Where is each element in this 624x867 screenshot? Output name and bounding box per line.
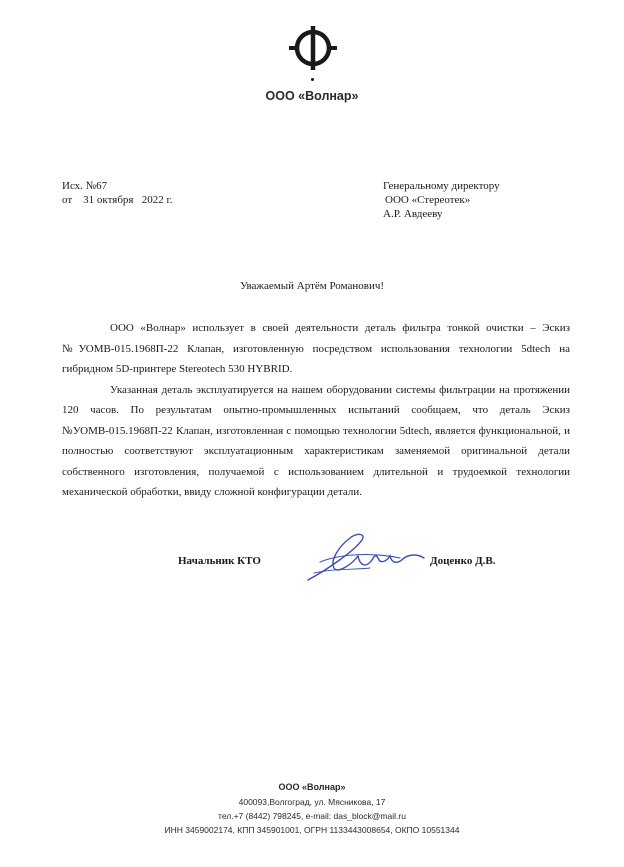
greeting: Уважаемый Артём Романович! [239, 280, 385, 292]
footer-company: ООО «Волнар» [278, 782, 346, 792]
signatory-title: Начальник КТО [178, 555, 261, 567]
letter-body [62, 318, 570, 503]
recipient-name: А.Р. Авдееву [383, 208, 443, 220]
company-header: ООО «Волнар» [265, 89, 359, 103]
footer-registration: ИНН 3459002174, КПП 345901001, ОГРН 1133443008654, ОКПО 10551344 [164, 825, 460, 835]
recipient-company: ООО «Стереотек» [385, 194, 471, 206]
reference-number: Исх. №67 [62, 180, 108, 192]
footer-contacts: тел.+7 (8442) 798245, e-mail: das_block@mail.ru [218, 811, 406, 821]
company-logo-icon [287, 22, 339, 74]
body-paragraph: Указанная деталь эксплуатируется на нашем оборудовании системы фильтрации на протяжении 120 часов. По результатам опытно-промышленных испытаний сообщаем, что деталь Эскиз №УОМВ-015.1968П-22 Клапан, изготовленная с помощью технологии 5dtech, является функциональной, и полностью соответствуют эксплуатационным характеристикам заменяемой оригинальной детали собственного изготовления, получаемой с использованием длительной и трудоемкой технологии механической обработки, ввиду сложной конфигурации детали. [62, 383, 570, 498]
handwritten-signature [300, 528, 430, 588]
logo-dot [311, 78, 314, 81]
reference-date: от 31 октября 2022 г. [62, 194, 173, 206]
recipient-position: Генеральному директору [383, 180, 500, 192]
body-paragraph: ООО «Волнар» использует в своей деятельности деталь фильтра тонкой очистки – Эскиз №УОМВ-015.1968П-22 Клапан, изготовленную посредством использования технологии 5dtech на гибридном 5D-принтере Stereotech 530 HYBRID. [62, 322, 570, 375]
signatory-name: Доценко Д.В. [430, 555, 496, 567]
footer-address: 400093,Волгоград, ул. Мясникова, 17 [238, 797, 386, 807]
